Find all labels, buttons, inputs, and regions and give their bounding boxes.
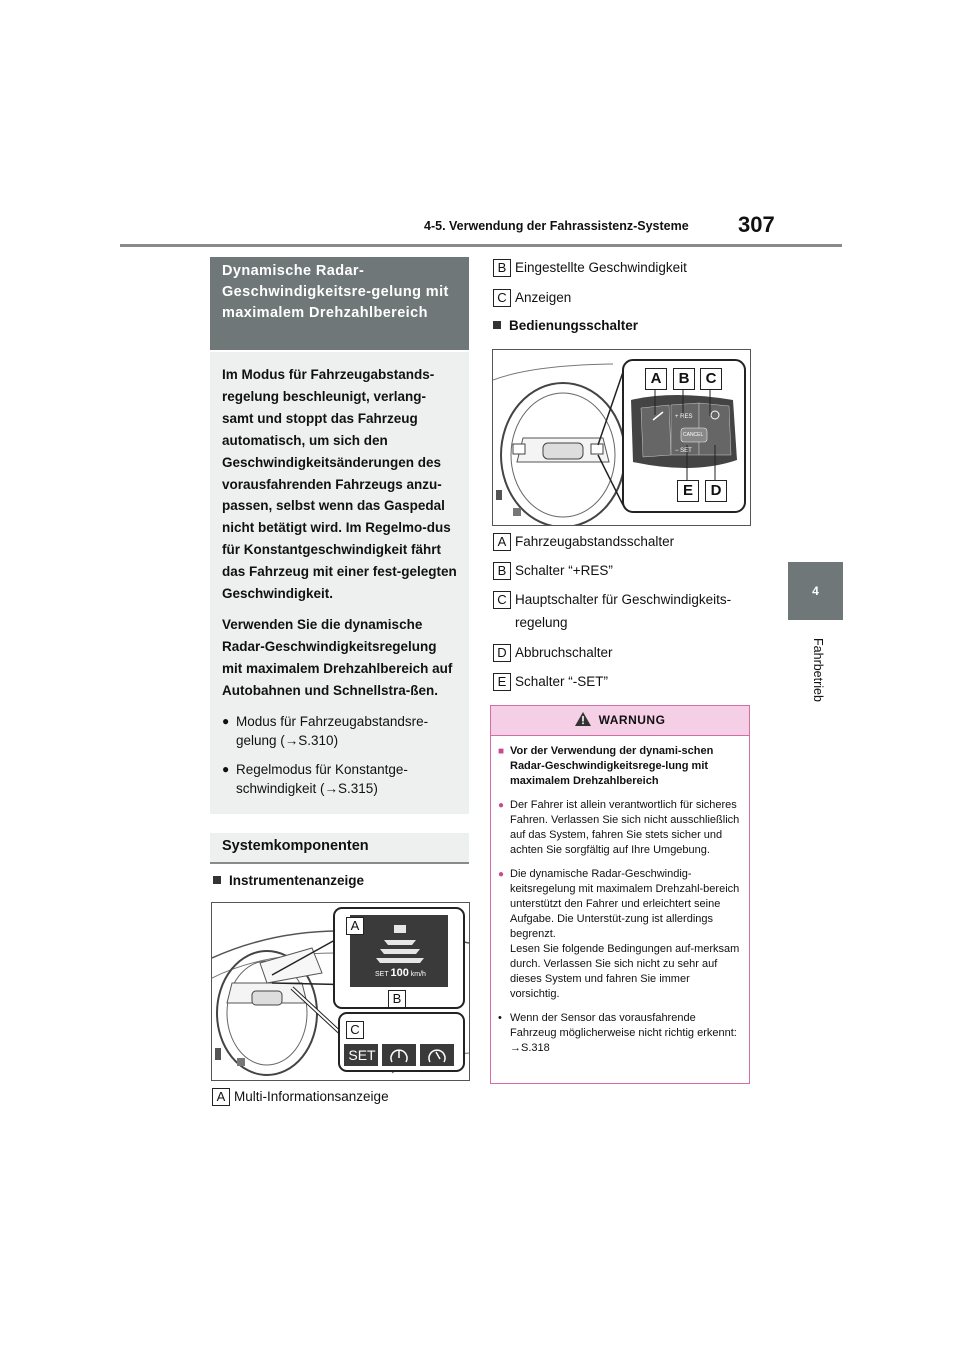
warning-triangle-icon bbox=[575, 712, 591, 726]
display-set-label: SET bbox=[375, 971, 389, 978]
intro-panel bbox=[210, 352, 469, 814]
cancel-button-label: CANCEL bbox=[683, 432, 704, 438]
list-item: ● Modus für Fahrzeugabstandsre-gelung (→S.310) bbox=[222, 713, 429, 748]
list-item: ● Regelmodus für Konstantge-schwindigkeit (→S.315) bbox=[222, 761, 408, 796]
item-text: Schalter “-SET” bbox=[515, 674, 609, 689]
warning-item: ● Die dynamische Radar-Geschwindig-keitsregelung mit maximalem Drehzahl-bereich unterstützt den Fahrer und erleichtert seine Aufgabe. Die Unterstüt-zung ist allerdings begrenzt. Lesen Sie folgende Bedingungen auf-merksam durch. Verlassen Sie sich nicht zu sehr auf dieses System und fahren Sie immer vorsichtig. bbox=[498, 868, 740, 1000]
header-divider bbox=[120, 244, 842, 247]
res-button-label: + RES bbox=[675, 414, 693, 420]
warning-header bbox=[491, 706, 749, 736]
figure-label-b: B bbox=[673, 368, 695, 390]
figure-label-a: A bbox=[346, 917, 364, 935]
instrument-heading: Instrumentenanzeige bbox=[213, 873, 364, 888]
item-letter: A bbox=[493, 533, 511, 551]
item-letter: C bbox=[493, 591, 511, 609]
warning-title: WARNUNG bbox=[598, 713, 666, 727]
warning-subheading: ■ Vor der Verwendung der dynami-schen Radar-Geschwindigkeitsrege-lung mit maximalem Drehzahlbereich bbox=[498, 745, 714, 787]
warning-item: ● Der Fahrer ist allein verantwortlich für sicheres Fahren. Verlassen Sie sich nicht ausschließlich auf das System, fahren Sie stets sicher und achten Sie sorgfältig auf Ihre Umgebung. bbox=[498, 799, 740, 856]
item-text: Anzeigen bbox=[515, 290, 572, 305]
square-bullet-icon bbox=[493, 321, 501, 329]
page-title: Dynamische Radar-Geschwindigkeitsre-gelung mit maximalem Drehzahlbereich bbox=[210, 257, 469, 350]
set-indicator-icon: SET bbox=[348, 1047, 376, 1063]
item-letter: B bbox=[493, 562, 511, 580]
figure-label-c: C bbox=[346, 1021, 364, 1039]
set-button-label: − SET bbox=[675, 448, 692, 454]
figure-label-a: A bbox=[645, 368, 667, 390]
item-text: Multi-Informationsanzeige bbox=[234, 1089, 389, 1104]
figure-label-d: D bbox=[705, 480, 727, 502]
switches-heading: Bedienungsschalter bbox=[493, 318, 638, 333]
chapter-label: Fahrbetrieb bbox=[811, 638, 825, 702]
list-item bbox=[493, 643, 613, 663]
list-item bbox=[493, 672, 608, 692]
square-bullet-icon: ■ bbox=[498, 746, 505, 757]
warning-note: • Wenn der Sensor das vorausfahrende Fahrzeug möglicherweise nicht richtig erkennt: →S.318 bbox=[498, 1012, 737, 1054]
bullet-icon: ● bbox=[498, 800, 505, 811]
item-letter: D bbox=[493, 644, 511, 662]
item-text: Abbruchschalter bbox=[515, 645, 613, 660]
page-number: 307 bbox=[738, 212, 775, 237]
list-item bbox=[493, 532, 674, 552]
display-speed: 100 bbox=[390, 967, 409, 979]
item-letter: C bbox=[493, 289, 511, 307]
list-item bbox=[493, 288, 571, 308]
bullet-icon: ● bbox=[222, 761, 230, 776]
item-letter: E bbox=[493, 673, 511, 691]
figure-label-c: C bbox=[700, 368, 722, 390]
small-bullet-icon: • bbox=[498, 1012, 502, 1024]
item-text: Fahrzeugabstandsschalter bbox=[515, 534, 675, 549]
list-item bbox=[493, 590, 755, 634]
list-item bbox=[493, 561, 613, 581]
item-text: Eingestellte Geschwindigkeit bbox=[515, 260, 687, 275]
item-letter: A bbox=[212, 1088, 230, 1106]
bullet-icon: ● bbox=[222, 713, 230, 728]
display-unit: km/h bbox=[410, 971, 426, 978]
list-item bbox=[493, 258, 687, 278]
list-item bbox=[212, 1087, 389, 1107]
item-letter: B bbox=[493, 259, 511, 277]
instrument-figure bbox=[211, 902, 470, 1081]
square-bullet-icon bbox=[213, 876, 221, 884]
figure-label-b: B bbox=[388, 990, 406, 1008]
figure-label-e: E bbox=[677, 480, 699, 502]
intro-paragraph: Verwenden Sie die dynamische Radar-Geschwindigkeitsregelung mit maximalem Drehzahlbereich auf Autobahnen und Schnellstra-ßen. bbox=[222, 616, 453, 698]
item-text: Hauptschalter für Geschwindigkeits-regelung bbox=[515, 592, 732, 630]
bullet-icon: ● bbox=[498, 869, 505, 880]
chapter-tab: 4 bbox=[788, 562, 843, 620]
warning-box bbox=[490, 705, 750, 1084]
intro-paragraph: Im Modus für Fahrzeugabstands-regelung beschleunigt, verlang-samt und stoppt das Fahrzeug automatisch, um sich den Geschwindigkeitsänderungen des vorausfahrenden Fahrzeugs anzu-passen, selbst wenn das Gaspedal nicht betätigt wird. Im Regelmo-dus für Konstantgeschwindigkeit fährt das Fahrzeug mit einer fest-gelegten Geschwindigkeit. bbox=[222, 367, 457, 602]
switches-figure bbox=[492, 349, 751, 526]
section-title: 4-5. Verwendung der Fahrassistenz-Systeme bbox=[424, 219, 689, 233]
subsection-heading: Systemkomponenten bbox=[210, 833, 469, 864]
item-text: Schalter “+RES” bbox=[515, 563, 613, 578]
